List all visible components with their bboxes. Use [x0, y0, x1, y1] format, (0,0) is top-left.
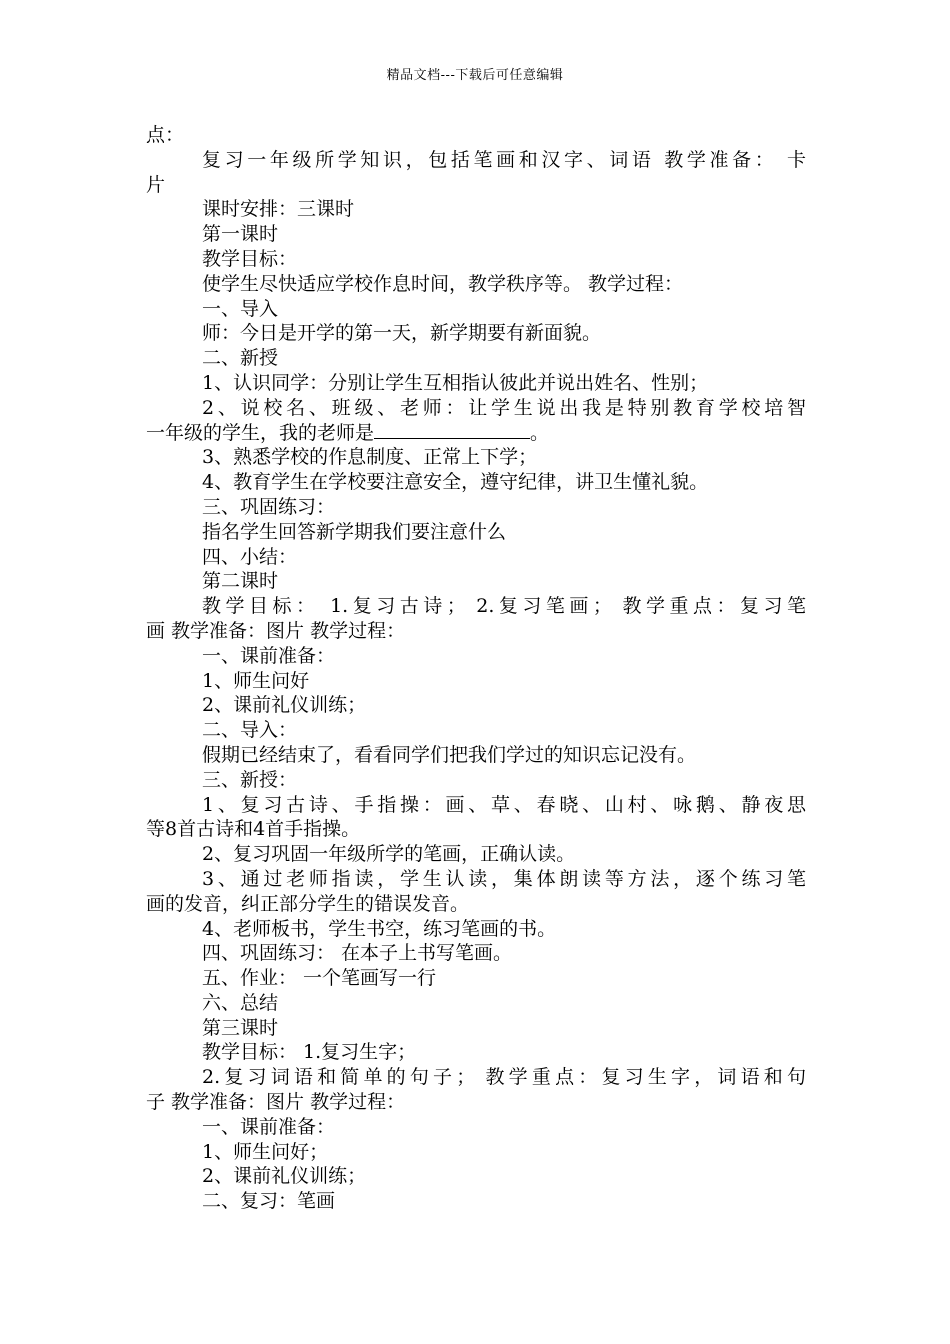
text-line: 三、巩固练习： — [202, 495, 336, 518]
text-line: 第二课时 — [202, 570, 279, 593]
text-line: 4、老师板书，学生书空，练习笔画的书。 — [202, 917, 557, 940]
text-line: 2、说校名、班级、老师：让学生说出我是特别教育学校培智 — [202, 396, 806, 419]
fill-in-blank — [374, 421, 530, 439]
text-line: 子 教学准备：图片 教学过程： — [146, 1091, 406, 1114]
text-line: 点： — [146, 124, 185, 146]
text-line: 教学目标： 1.复习生字； — [202, 1041, 417, 1064]
text-line: 指名学生回答新学期我们要注意什么 — [202, 520, 507, 543]
text-line: 2、复习巩固一年级所学的笔画，正确认读。 — [202, 843, 576, 866]
text-line: 课时安排：三课时 — [202, 198, 355, 221]
text-line: 一、课前准备： — [202, 1115, 336, 1138]
text-line: 三、新授： — [202, 768, 298, 791]
text-line: 2、课前礼仪训练； — [202, 694, 367, 717]
text-line: 六、总结 — [202, 991, 279, 1014]
text-line: 教学目标： — [202, 247, 298, 270]
text-line: 1、复习古诗、手指操：画、草、春晓、山村、咏鹅、静夜思 — [202, 793, 806, 816]
text-line: 画 教学准备：图片 教学过程： — [146, 619, 406, 642]
text-line: 1、师生问好 — [202, 669, 310, 692]
text-line: 四、小结： — [202, 545, 298, 568]
text-line: 师：今日是开学的第一天，新学期要有新面貌。 — [202, 322, 602, 345]
text-line: 二、导入： — [202, 719, 298, 742]
text-line: 第一课时 — [202, 223, 279, 246]
text-line: 4、教育学生在学校要注意安全，遵守纪律，讲卫生懂礼貌。 — [202, 471, 709, 494]
text-line: 3、通过老师指读，学生认读，集体朗读等方法，逐个练习笔 — [202, 867, 806, 890]
text-line — [146, 421, 806, 446]
text-line: 二、复习：笔画 — [202, 1190, 336, 1213]
text-line: 片 — [146, 173, 166, 196]
text-line: 四、巩固练习： 在本子上书写笔画。 — [202, 942, 513, 965]
text-line: 等8首古诗和4首手指操。 — [146, 818, 361, 841]
text-line: 1、师生问好； — [202, 1140, 329, 1163]
page-header: 精品文档---下载后可任意编辑 — [386, 68, 564, 83]
text-line: 1、认识同学：分别让学生互相指认彼此并说出姓名、性别； — [202, 371, 709, 394]
text-line: 一、课前准备： — [202, 644, 336, 667]
text-line: 复习一年级所学知识，包括笔画和汉字、词语 教学准备： 卡 — [202, 148, 806, 171]
text-line: 使学生尽快适应学校作息时间，教学秩序等。 教学过程： — [202, 272, 684, 295]
text-line: 五、作业： 一个笔画写一行 — [202, 967, 437, 990]
text-line: 教学目标： 1.复习古诗； 2.复习笔画； 教学重点：复习笔 — [202, 595, 806, 618]
line-text: 。 — [530, 421, 550, 444]
text-line: 一、导入 — [202, 297, 279, 320]
text-line: 假期已经结束了，看看同学们把我们学过的知识忘记没有。 — [202, 743, 697, 766]
text-line: 3、熟悉学校的作息制度、正常上下学； — [202, 446, 538, 469]
line-text: 一年级的学生，我的老师是 — [146, 421, 375, 444]
text-line: 2、课前礼仪训练； — [202, 1165, 367, 1188]
document-body — [146, 123, 806, 1214]
text-line: 第三课时 — [202, 1016, 279, 1039]
text-line: 二、新授 — [202, 347, 279, 370]
text-line: 画的发音，纠正部分学生的错误发音。 — [146, 892, 470, 915]
text-line: 2.复习词语和简单的句子； 教学重点：复习生字，词语和句 — [202, 1066, 806, 1089]
